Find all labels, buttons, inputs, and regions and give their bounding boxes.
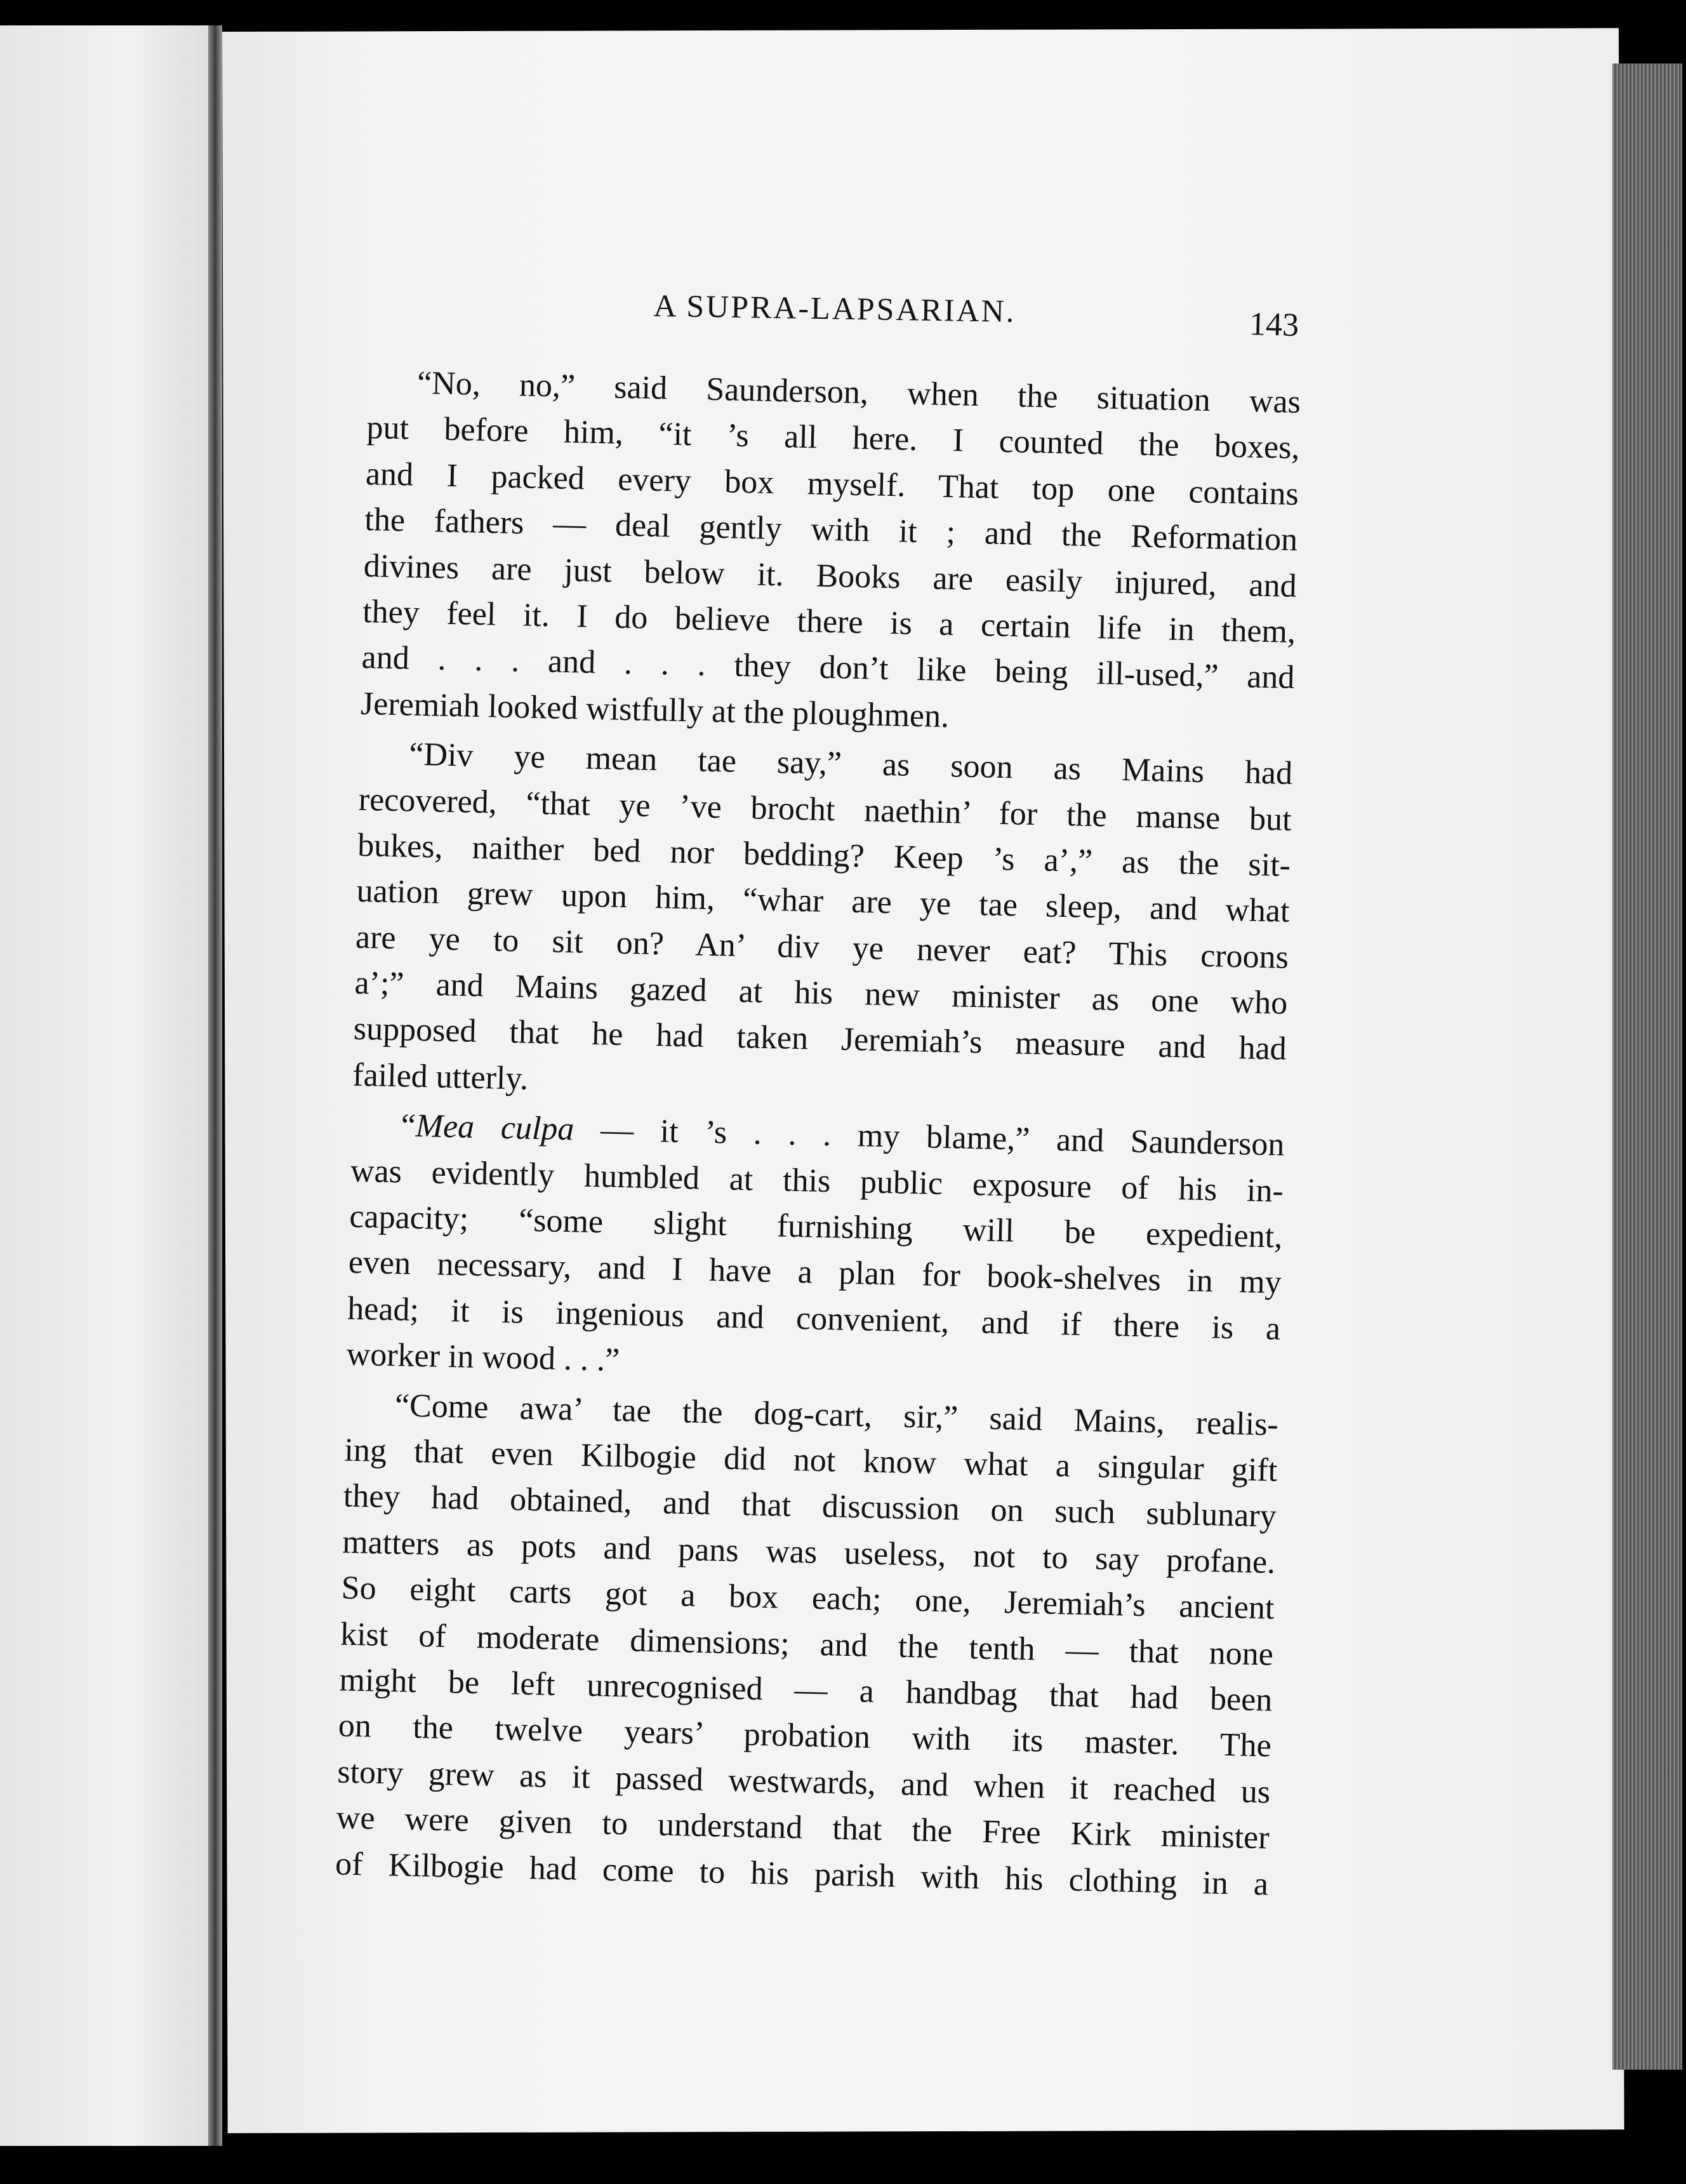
left-page-edge — [0, 25, 216, 2146]
text-line: even necessary, and I have a plan for book-shelves in my — [348, 1244, 1282, 1302]
text-line: and . . . and . . . they don’t like being ill-used,” and — [361, 639, 1296, 696]
text-line: and I packed every box myself. That top one contains — [365, 455, 1299, 512]
text-line: was evidently humbled at this public exposure of his in- — [350, 1152, 1284, 1209]
running-head: A SUPRA-LAPSARIAN. — [653, 287, 1016, 329]
line-remainder: — it ’s . . . my blame,” and Saunderson — [573, 1111, 1285, 1164]
text-line: they feel it. I do believe there is a certain life in them, — [362, 593, 1296, 650]
text-line: the fathers — deal gently with it ; and the Reformation — [364, 502, 1298, 559]
text-line: they had obtained, and that discussion on such sublunary — [343, 1477, 1277, 1535]
book-gutter — [208, 25, 222, 2146]
text-line: matters as pots and pans was useless, not to say profane. — [342, 1524, 1276, 1581]
text-line: on the twelve years’ probation with its master. The — [338, 1707, 1272, 1764]
page-number: 143 — [1249, 305, 1299, 344]
text-line: might be left unrecognised — a handbag that had been — [338, 1661, 1273, 1719]
paragraph-2 — [352, 731, 1293, 1119]
italic-phrase: Mea culpa — [415, 1108, 575, 1148]
text-line: story grew as it passed westwards, and when it reached us — [336, 1754, 1271, 1811]
text-line: bukes, naither bed nor bedding? Keep ’s a’,” as the sit- — [357, 827, 1291, 884]
text-line: “Div ye mean tae say,” as soon as Mains had — [408, 736, 1293, 792]
text-line: uation grew upon him, “whar are ye tae sleep, and what — [356, 873, 1290, 930]
body-text — [335, 359, 1301, 1907]
text-line: worker in wood . . .” — [346, 1336, 620, 1379]
paragraph-1 — [360, 359, 1301, 747]
text-line: failed utterly. — [352, 1056, 529, 1097]
text-line: capacity; “some slight furnishing will be expedient, — [348, 1198, 1283, 1255]
text-line: head; it is ingenious and convenient, and if there is a — [347, 1290, 1281, 1347]
text-line: supposed that he had taken Jeremiah’s measure and had — [353, 1011, 1287, 1068]
text-line: ing that even Kilbogie did not know what a singular gift — [343, 1432, 1278, 1489]
text-line: a’;” and Mains gazed at his new minister as one who — [354, 964, 1288, 1022]
text-line: we were given to understand that the Free Kirk minister — [336, 1799, 1270, 1856]
text-line: are ye to sit on? An’ div ye never eat? This croons — [355, 919, 1289, 976]
paragraph-4 — [335, 1382, 1278, 1907]
text-line: recovered, “that ye ’ve brocht naethin’ for the manse but — [358, 781, 1292, 838]
text-line: “Mea culpa — it ’s . . . my blame,” and Saunderson — [401, 1107, 1285, 1164]
text-line: Jeremiah looked wistfully at the ploughmen. — [360, 685, 950, 735]
text-line: of Kilbogie had come to his parish with his clothing in a — [335, 1845, 1269, 1902]
page-stack-edges — [1612, 63, 1682, 2070]
text-line: divines are just below it. Books are easily injured, and — [363, 547, 1298, 604]
text-line: “No, no,” said Saunderson, when the situation was — [416, 364, 1301, 421]
text-line: kist of moderate dimensions; and the tenth — that none — [340, 1616, 1274, 1673]
paragraph-3 — [346, 1102, 1285, 1398]
text-line: “Come awa’ tae the dog-cart, sir,” said Mains, realis- — [394, 1387, 1279, 1443]
text-line: So eight carts got a box each; one, Jeremiah’s ancient — [341, 1569, 1275, 1627]
text-line: put before him, “it ’s all here. I counted the boxes, — [366, 410, 1300, 467]
